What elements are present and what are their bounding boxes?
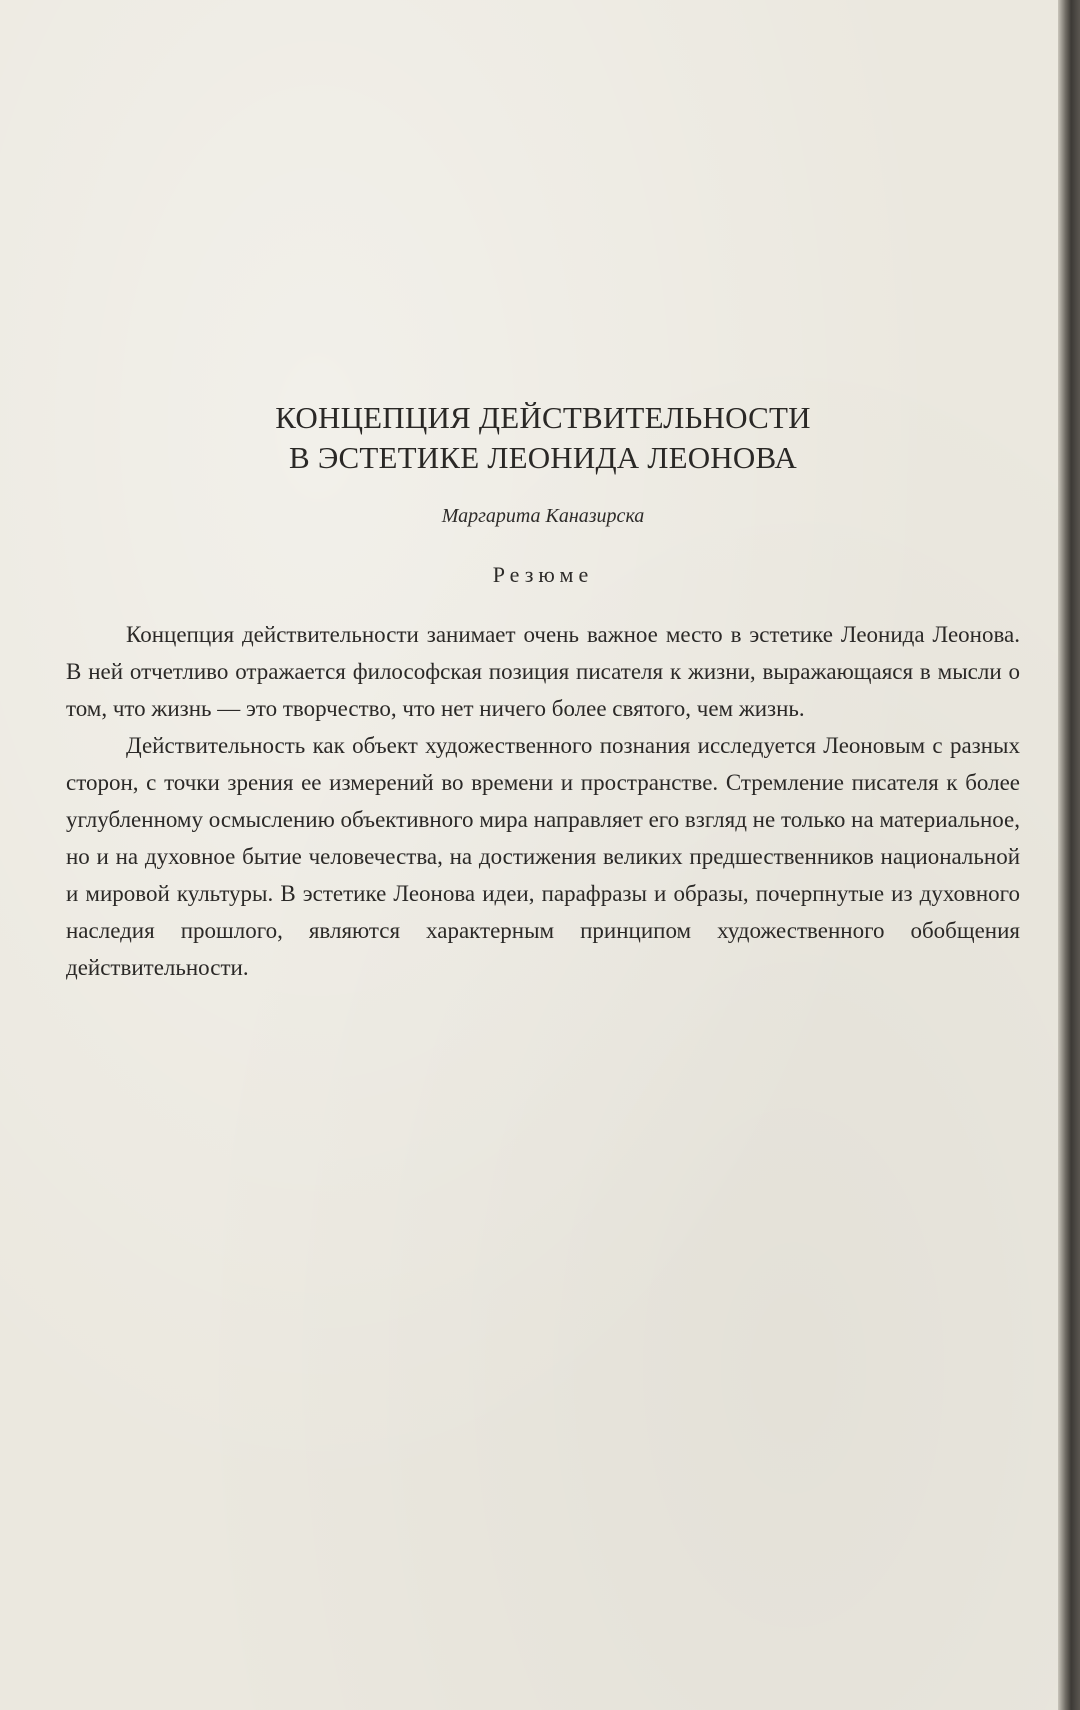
summary-body — [66, 616, 1020, 986]
summary-paragraph-1: Концепция действительности занимает очень важное место в эстетике Леонида Леонова. В ней отчетливо отражается философская позиция писателя к жизни, выражающаяся в мысли о том, что жизнь — это творчество, что нет ничего более святого, чем жизнь. — [66, 622, 1020, 721]
article-title-line-2: В ЭСТЕТИКЕ ЛЕОНИДА ЛЕОНОВА — [289, 440, 797, 475]
article-title — [66, 398, 1020, 478]
article-title-line-1: КОНЦЕПЦИЯ ДЕЙСТВИТЕЛЬНОСТИ — [275, 400, 811, 435]
author-name: Маргарита Каназирска — [441, 505, 645, 527]
summary-paragraph-2: Действительность как объект художественного познания исследуется Леоновым с разных сторон, с точки зрения ее измерений во времени и пространстве. Стремление писателя к более углубленному осмыслению объективного мира направляет его взгляд не только на материальное, но и на духовное бытие человечества, на достижения великих предшественников национальной и мировой культуры. В эстетике Леонова идеи, парафразы и образы, почерпнутые из духовного наследия прошлого, являются характерным принципом художественного обобщения действительности. — [66, 733, 1020, 980]
page-binding-edge — [1058, 0, 1080, 1710]
summary-heading: Резюме — [492, 562, 594, 587]
article — [66, 398, 1020, 986]
